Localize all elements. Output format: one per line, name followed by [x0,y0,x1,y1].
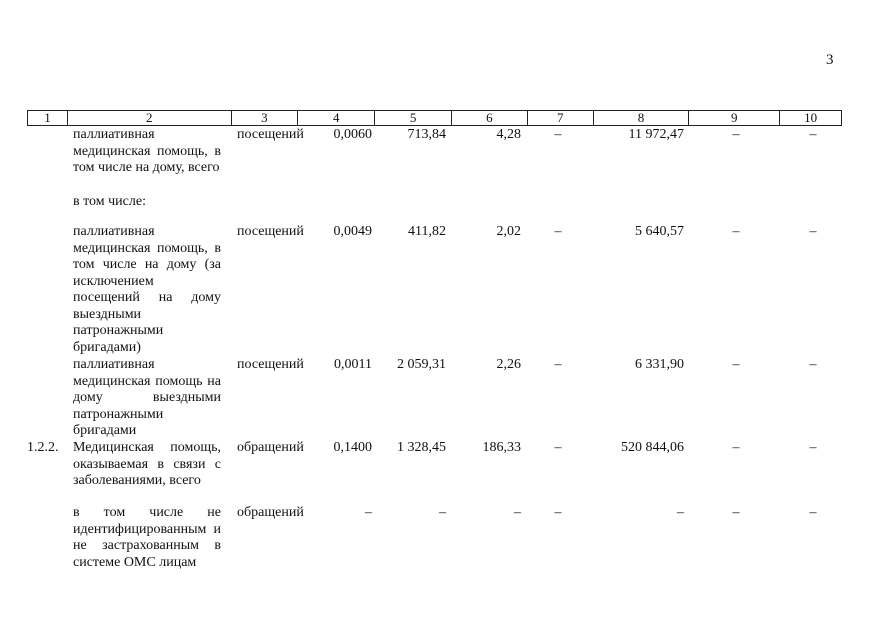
header-col-7: 7 [528,111,594,125]
row-col-5: 1 328,45 [397,440,446,455]
row-col-9: – [732,505,740,520]
row-unit: посещений [237,224,304,239]
row-name: паллиативная медицинская помощь, в том числе на дому, всего [73,127,221,175]
row-col-6: 2,02 [496,224,521,239]
table-header-row [27,110,842,126]
row-col-10: – [809,440,817,455]
row-col-8: 5 640,57 [635,224,684,239]
row-number: 1.2.2. [27,440,59,455]
row-col-7: – [554,127,562,142]
row-col-10: – [809,505,817,520]
row-col-10: – [809,357,817,372]
row-col-5: 411,82 [408,224,446,239]
row-col-9: – [732,440,740,455]
header-col-1: 1 [28,111,68,125]
row-col-7: – [554,357,562,372]
row-name: Медицинская помощь, оказываемая в связи с заболеваниями, всего [73,440,221,488]
row-col-4: 0,0011 [334,357,372,372]
header-col-10: 10 [804,110,818,125]
header-col-4: 4 [298,111,375,125]
row-name: паллиативная медицинская помощь на дому выездными патронажными бригадами [73,357,221,438]
row-col-8: 520 844,06 [621,440,684,455]
row-col-4: 0,0049 [333,224,372,239]
header-col-2: 2 [68,111,232,125]
row-unit: обращений [237,505,304,520]
row-col-7: – [554,505,562,520]
row-col-9: – [732,224,740,239]
row-col-8: 11 972,47 [628,127,684,142]
row-unit: посещений [237,357,304,372]
row-col-7: – [554,224,562,239]
header-col-5: 5 [375,111,452,125]
page-number: 3 [826,52,834,68]
row-col-4: 0,1400 [333,440,372,455]
row-col-10: – [809,224,817,239]
row-unit: посещений [237,127,304,142]
row-col-9: – [732,127,740,142]
row-col-10: – [809,127,817,142]
row-col-6: 186,33 [482,440,521,455]
row-col-8: – [677,505,684,520]
row-col-6: – [514,505,521,520]
row-col-6: 4,28 [496,127,521,142]
row-col-5: – [439,505,446,520]
header-col-6: 6 [452,111,528,125]
row-col-8: 6 331,90 [635,357,684,372]
in-that-number-note: в том числе: [73,194,146,209]
row-col-9: – [732,357,740,372]
header-col-3: 3 [232,111,299,125]
header-col-9: 9 [689,111,780,125]
row-col-7: – [554,440,562,455]
row-col-6: 2,26 [496,357,521,372]
row-col-4: 0,0060 [333,127,372,142]
row-name: в том числе не идентифицированным и не застрахованным в системе ОМС лицам [73,505,221,570]
row-col-5: 2 059,31 [397,357,446,372]
row-unit: обращений [237,440,304,455]
row-col-4: – [365,505,372,520]
header-col-8: 8 [594,111,690,125]
row-col-5: 713,84 [407,127,446,142]
row-name: паллиативная медицинская помощь, в том числе на дому (за исключением посещений на дому выездными патронажными бригадами) [73,224,221,355]
